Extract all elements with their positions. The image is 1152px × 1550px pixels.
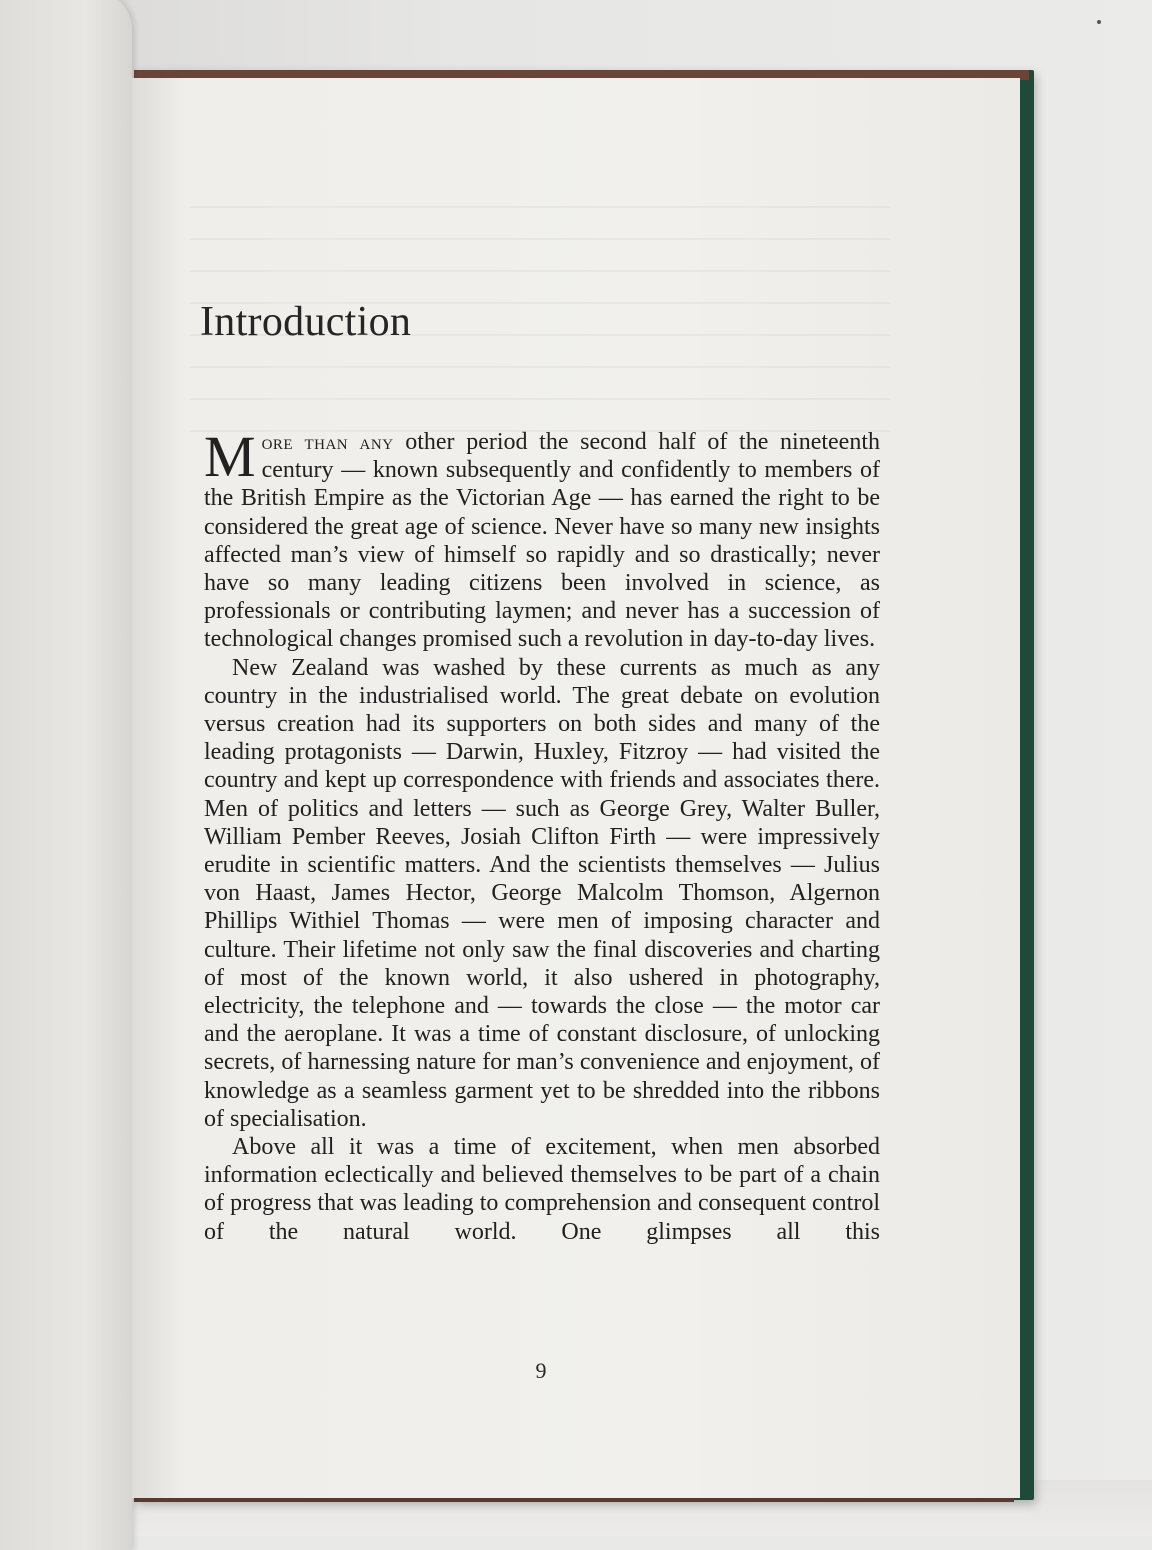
paragraph-2: New Zealand was washed by these currents as much as any country in the industrialised world. The great debate on evolution versus creation had its supporters on both sides and many of the leading protagonists — Darwin, Huxley, Fitzroy — had visited the country and kept up correspondence with friends and associates there. Men of politics and letters — such as George Grey, Walter Buller, William Pember Reeves, Josiah Clifton Firth — were impressively erudite in scientific matters. And the scientists themselves — Julius von Haast, James Hector, George Malcolm Thomson, Algernon Phillips Withiel Thomas — were men of imposing character and culture. Their lifetime not only saw the final discoveries and charting of most of the known world, it also ushered in photography, electricity, the telephone and — towards the close — the motor car and the aeroplane. It was a time of constant disclosure, of unlocking secrets, of harnessing nature for man’s convenience and enjoyment, of knowledge as a seamless garment yet to be shredded into the ribbons of specialisation.	[204, 654, 880, 1132]
opening-small-caps: ore than any	[261, 430, 394, 454]
drop-cap: M	[204, 424, 256, 489]
facing-page	[0, 0, 132, 1550]
paragraph-3: Above all it was a time of excitement, when men absorbed information eclectically and believed themselves to be part of a chain of progress that was leading to comprehension and consequent control of the natural world. One glimpses all this	[204, 1134, 880, 1245]
paragraph-1-text: other period the second half of the nineteenth century — known subsequently and confidently to members of the British Empire as the Victorian Age — has earned the right to be considered the great age of science. Never have so many new insights affected man’s view of himself so rapidly and so drastically; never have so many leading citizens been involved in science, as professionals or contributing laymen; and never has a succession of technological changes promised such a revolution in day-to-day lives.	[204, 429, 880, 653]
chapter-title: Introduction	[200, 299, 412, 345]
paragraph-1	[204, 424, 880, 654]
body-text	[204, 424, 880, 1246]
speck	[1097, 20, 1101, 24]
page-number: 9	[535, 1358, 547, 1383]
